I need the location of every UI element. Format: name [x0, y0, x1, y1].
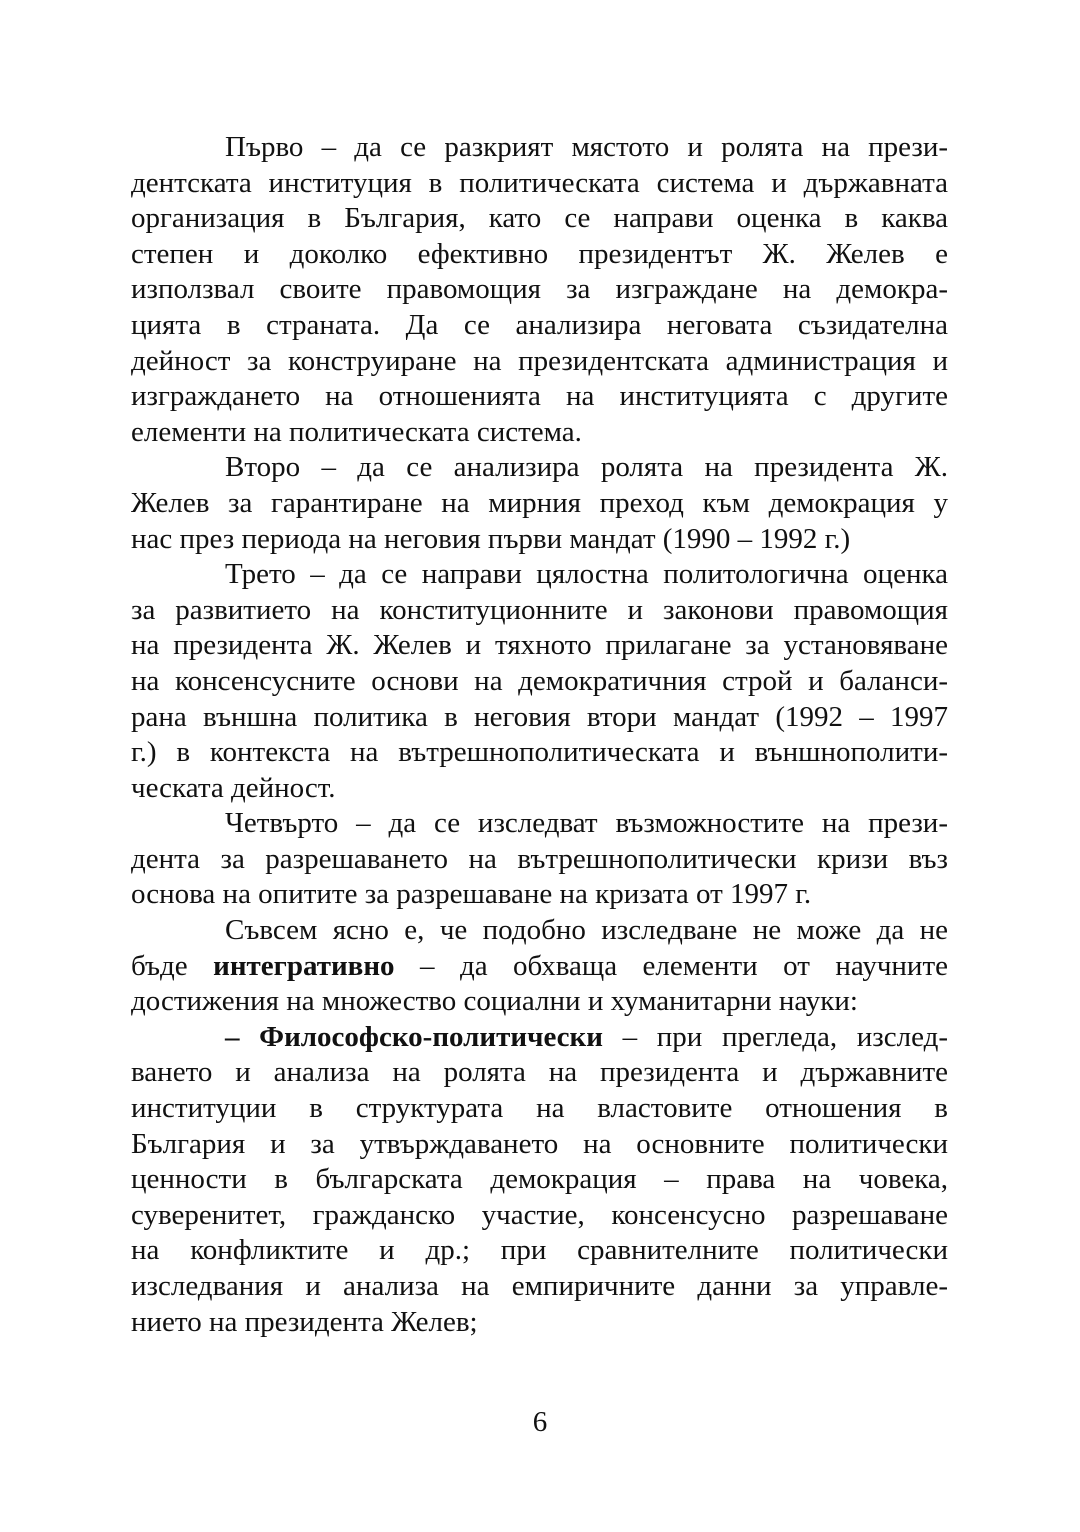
- text-line: изграждането на отношенията на институцията с другите: [131, 380, 948, 413]
- paragraph-2: [131, 450, 948, 557]
- text-line: [131, 1020, 948, 1056]
- text-line: на консенсусните основи на демократичния строй и баланси-: [131, 664, 948, 697]
- page-number: 6: [532, 1406, 548, 1438]
- text-line: [131, 949, 948, 985]
- text-line: степен и доколко ефективно президентът Ж. Желев е: [131, 237, 948, 270]
- text-line: суверенитет, гражданско участие, консенсусно разрешаване: [131, 1198, 948, 1231]
- bold-term: Философско-политически: [259, 1020, 603, 1053]
- text-line: ческата дейност.: [131, 771, 336, 804]
- text-fragment: – при прегледа, изслед-: [602, 1020, 948, 1053]
- text-line: на президента Ж. Желев и тяхното прилагане за установяване: [131, 629, 948, 662]
- text-line: изследвания и анализа на емпиричните данни за управле-: [131, 1270, 948, 1302]
- paragraph-5: [131, 913, 948, 1020]
- text-fragment: бъде: [131, 949, 214, 982]
- text-line: основа на опитите за разрешаване на кризата от 1997 г.: [131, 878, 812, 911]
- text-line: за развитието на конституционните и законови правомощия: [131, 593, 948, 626]
- text-line: Трето – да се направи цялостна политологична оценка: [225, 558, 948, 591]
- text-line: използвал своите правомощия за изграждане на демокра-: [131, 273, 948, 306]
- text-line: цията в страната. Да се анализира неговата съзидателна: [131, 308, 948, 341]
- document-page: [131, 130, 948, 1340]
- paragraph-6: [131, 1020, 948, 1340]
- text-line: на конфликтите и др.; при сравнителните политически: [131, 1234, 948, 1267]
- text-line: Желев за гарантиране на мирния преход към демокрация у: [131, 486, 948, 519]
- bold-term: интегративно: [213, 949, 395, 982]
- text-fragment: – да обхваща елементи от научните: [394, 949, 948, 982]
- text-line: г.) в контекста на вътрешнополитическата и външнополити-: [131, 736, 948, 769]
- text-line: дента за разрешаването на вътрешнополитически кризи въз: [131, 842, 948, 875]
- text-line: Второ – да се анализира ролята на президента Ж.: [225, 451, 948, 484]
- text-line: достижения на множество социални и хуманитарни науки:: [131, 985, 858, 1018]
- text-line: организация в България, като се направи оценка в каква: [131, 202, 948, 235]
- text-line: дейност за конструиране на президентската администрация и: [131, 344, 948, 377]
- text-line: ценности в българската демокрация – права на човека,: [131, 1163, 948, 1196]
- text-line: Четвърто – да се изследват възможностите на прези-: [225, 807, 948, 840]
- text-line: нас през периода на неговия първи мандат (1990 – 1992 г.): [131, 522, 851, 555]
- text-line: България и за утвърждаването на основните политически: [131, 1127, 948, 1160]
- paragraph-4: [131, 806, 948, 913]
- paragraph-3: [131, 557, 948, 806]
- text-line: дентската институция в политическата система и държавната: [131, 166, 948, 199]
- text-line: институции в структурата на властовите отношения в: [131, 1092, 948, 1125]
- paragraph-1: [131, 130, 948, 450]
- text-fragment: –: [225, 1020, 260, 1053]
- text-line: рана външна политика в неговия втори мандат (1992 – 1997: [131, 700, 948, 733]
- text-line: Съвсем ясно е, че подобно изследване не може да не: [225, 914, 948, 947]
- text-line: елементи на политическата система.: [131, 415, 582, 448]
- text-line: нието на президента Желев;: [131, 1305, 478, 1338]
- text-line: Първо – да се разкрият мястото и ролята на прези-: [225, 131, 948, 163]
- text-line: ването и анализа на ролята на президента и държавните: [131, 1056, 948, 1089]
